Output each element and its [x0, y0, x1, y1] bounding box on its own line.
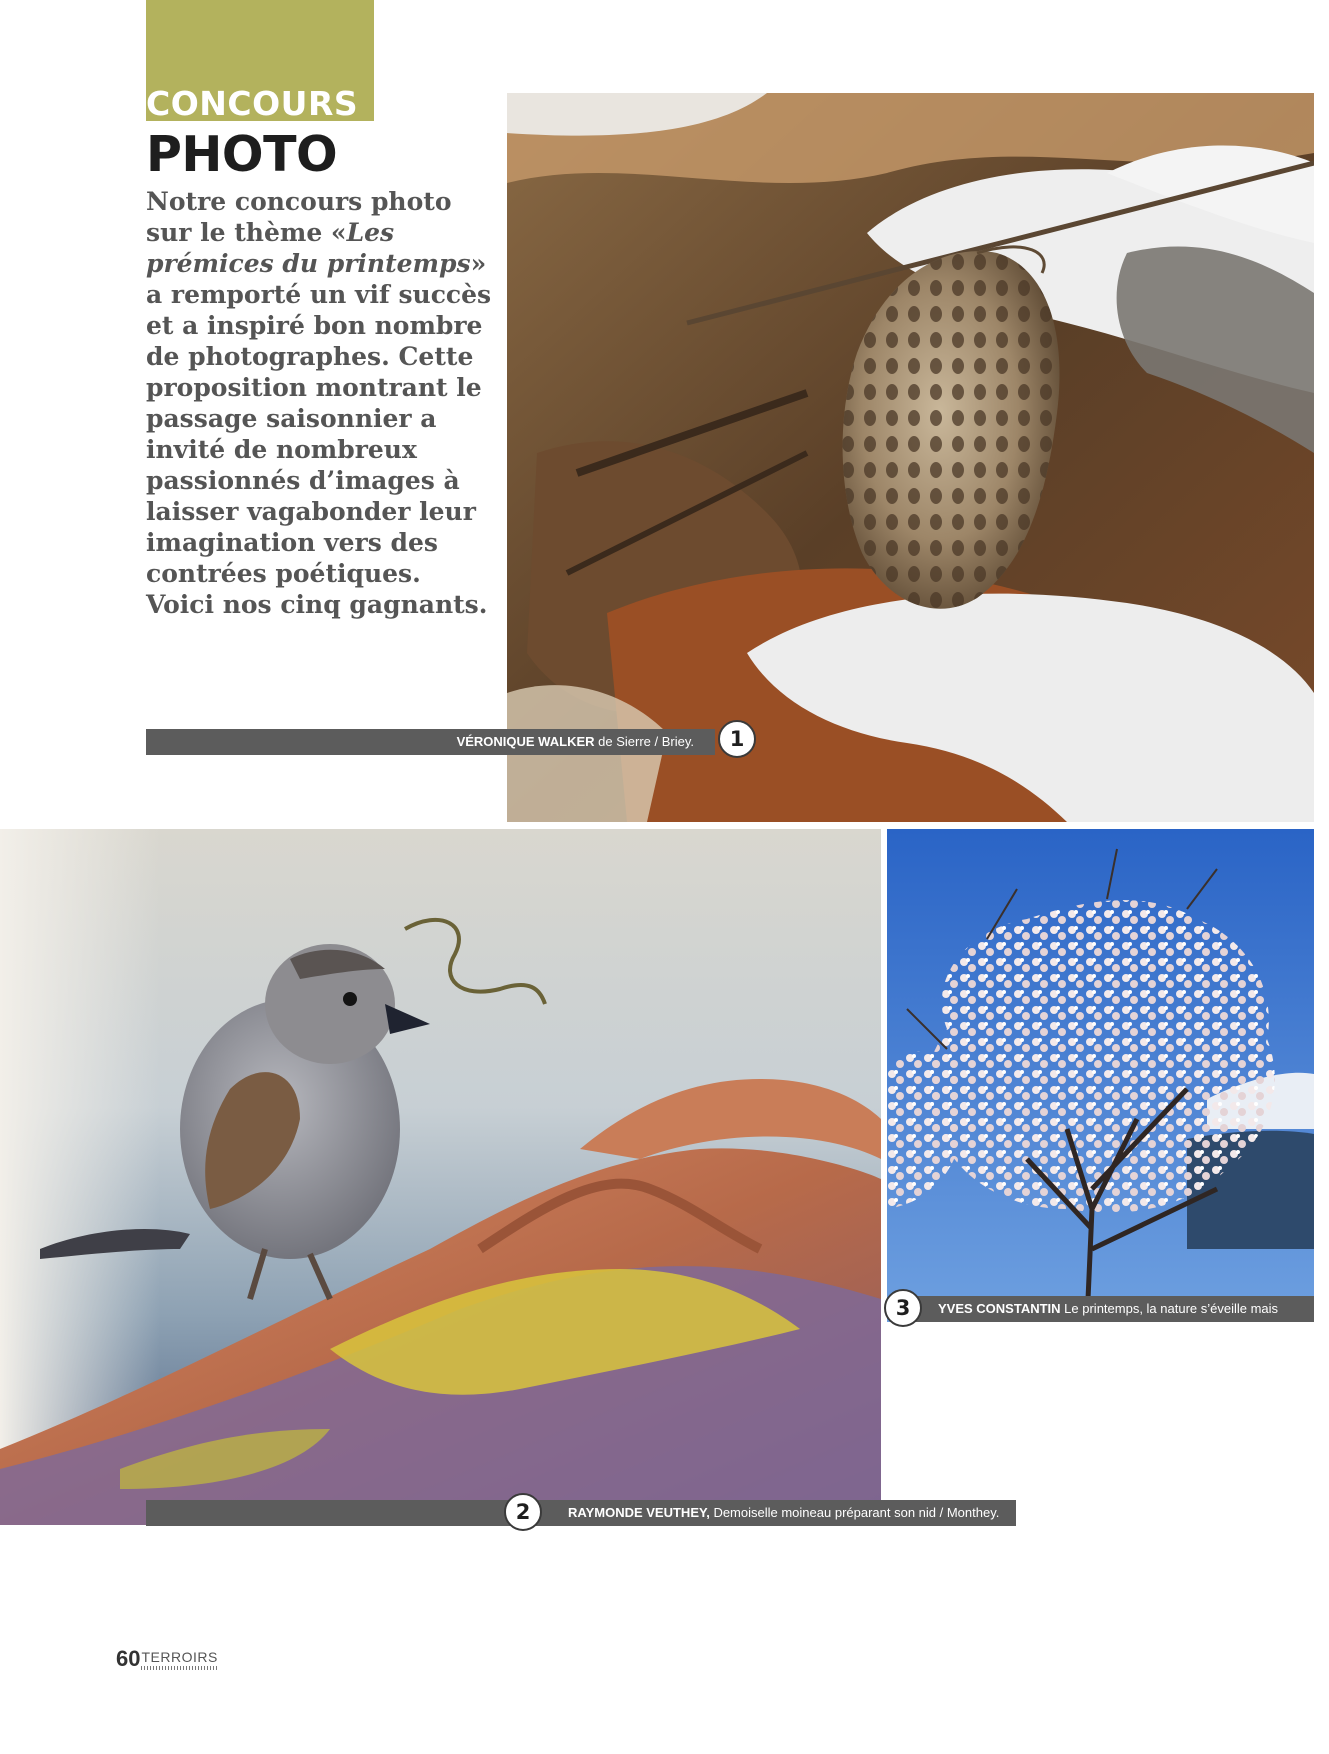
page-title: PHOTO	[146, 126, 338, 183]
caption-2-text: Demoiselle moineau préparant son nid / Monthey.	[709, 1505, 1000, 1520]
page-number: 60	[116, 1646, 141, 1671]
caption-1-author: VÉRONIQUE WALKER	[456, 734, 595, 749]
contest-theme: Les prémices du printemps	[146, 218, 471, 278]
caption-3-text: Le printemps, la nature s’éveille mais	[1060, 1301, 1279, 1316]
caption-photo-3	[904, 1296, 1314, 1322]
winner-number-badge: 1	[718, 720, 756, 758]
photo-blossoming-tree	[887, 829, 1314, 1322]
page-footer	[116, 1644, 218, 1674]
intro-text-end: » a remporté un vif succès et a inspiré bon nombre de photographes. Cette proposition montrant le passage saisonnier a invité de nombreux passionnés d’images à laisser vagabonder leur imagination vers des contrées poétiques. Voici nos cinq gagnants.	[146, 249, 492, 619]
caption-3-author: YVES CONSTANTIN	[938, 1301, 1061, 1316]
photo-morel-mushroom	[507, 93, 1314, 822]
winner-number-badge: 2	[504, 1493, 542, 1531]
magazine-brand	[141, 1649, 217, 1670]
caption-photo-1	[146, 729, 715, 755]
caption-2-author: RAYMONDE VEUTHEY,	[568, 1505, 710, 1520]
brand-underline	[141, 1666, 217, 1670]
winner-number-badge: 3	[884, 1289, 922, 1327]
caption-photo-2	[146, 1500, 1016, 1526]
photo-sparrow-nest	[0, 829, 881, 1525]
intro-paragraph	[146, 186, 496, 620]
brand-name: TERROIRS	[141, 1649, 218, 1665]
caption-1-text: de Sierre / Briey.	[594, 734, 694, 749]
intro-text-start: Notre concours photo sur le thème «	[146, 187, 452, 247]
section-kicker: CONCOURS	[146, 84, 359, 123]
